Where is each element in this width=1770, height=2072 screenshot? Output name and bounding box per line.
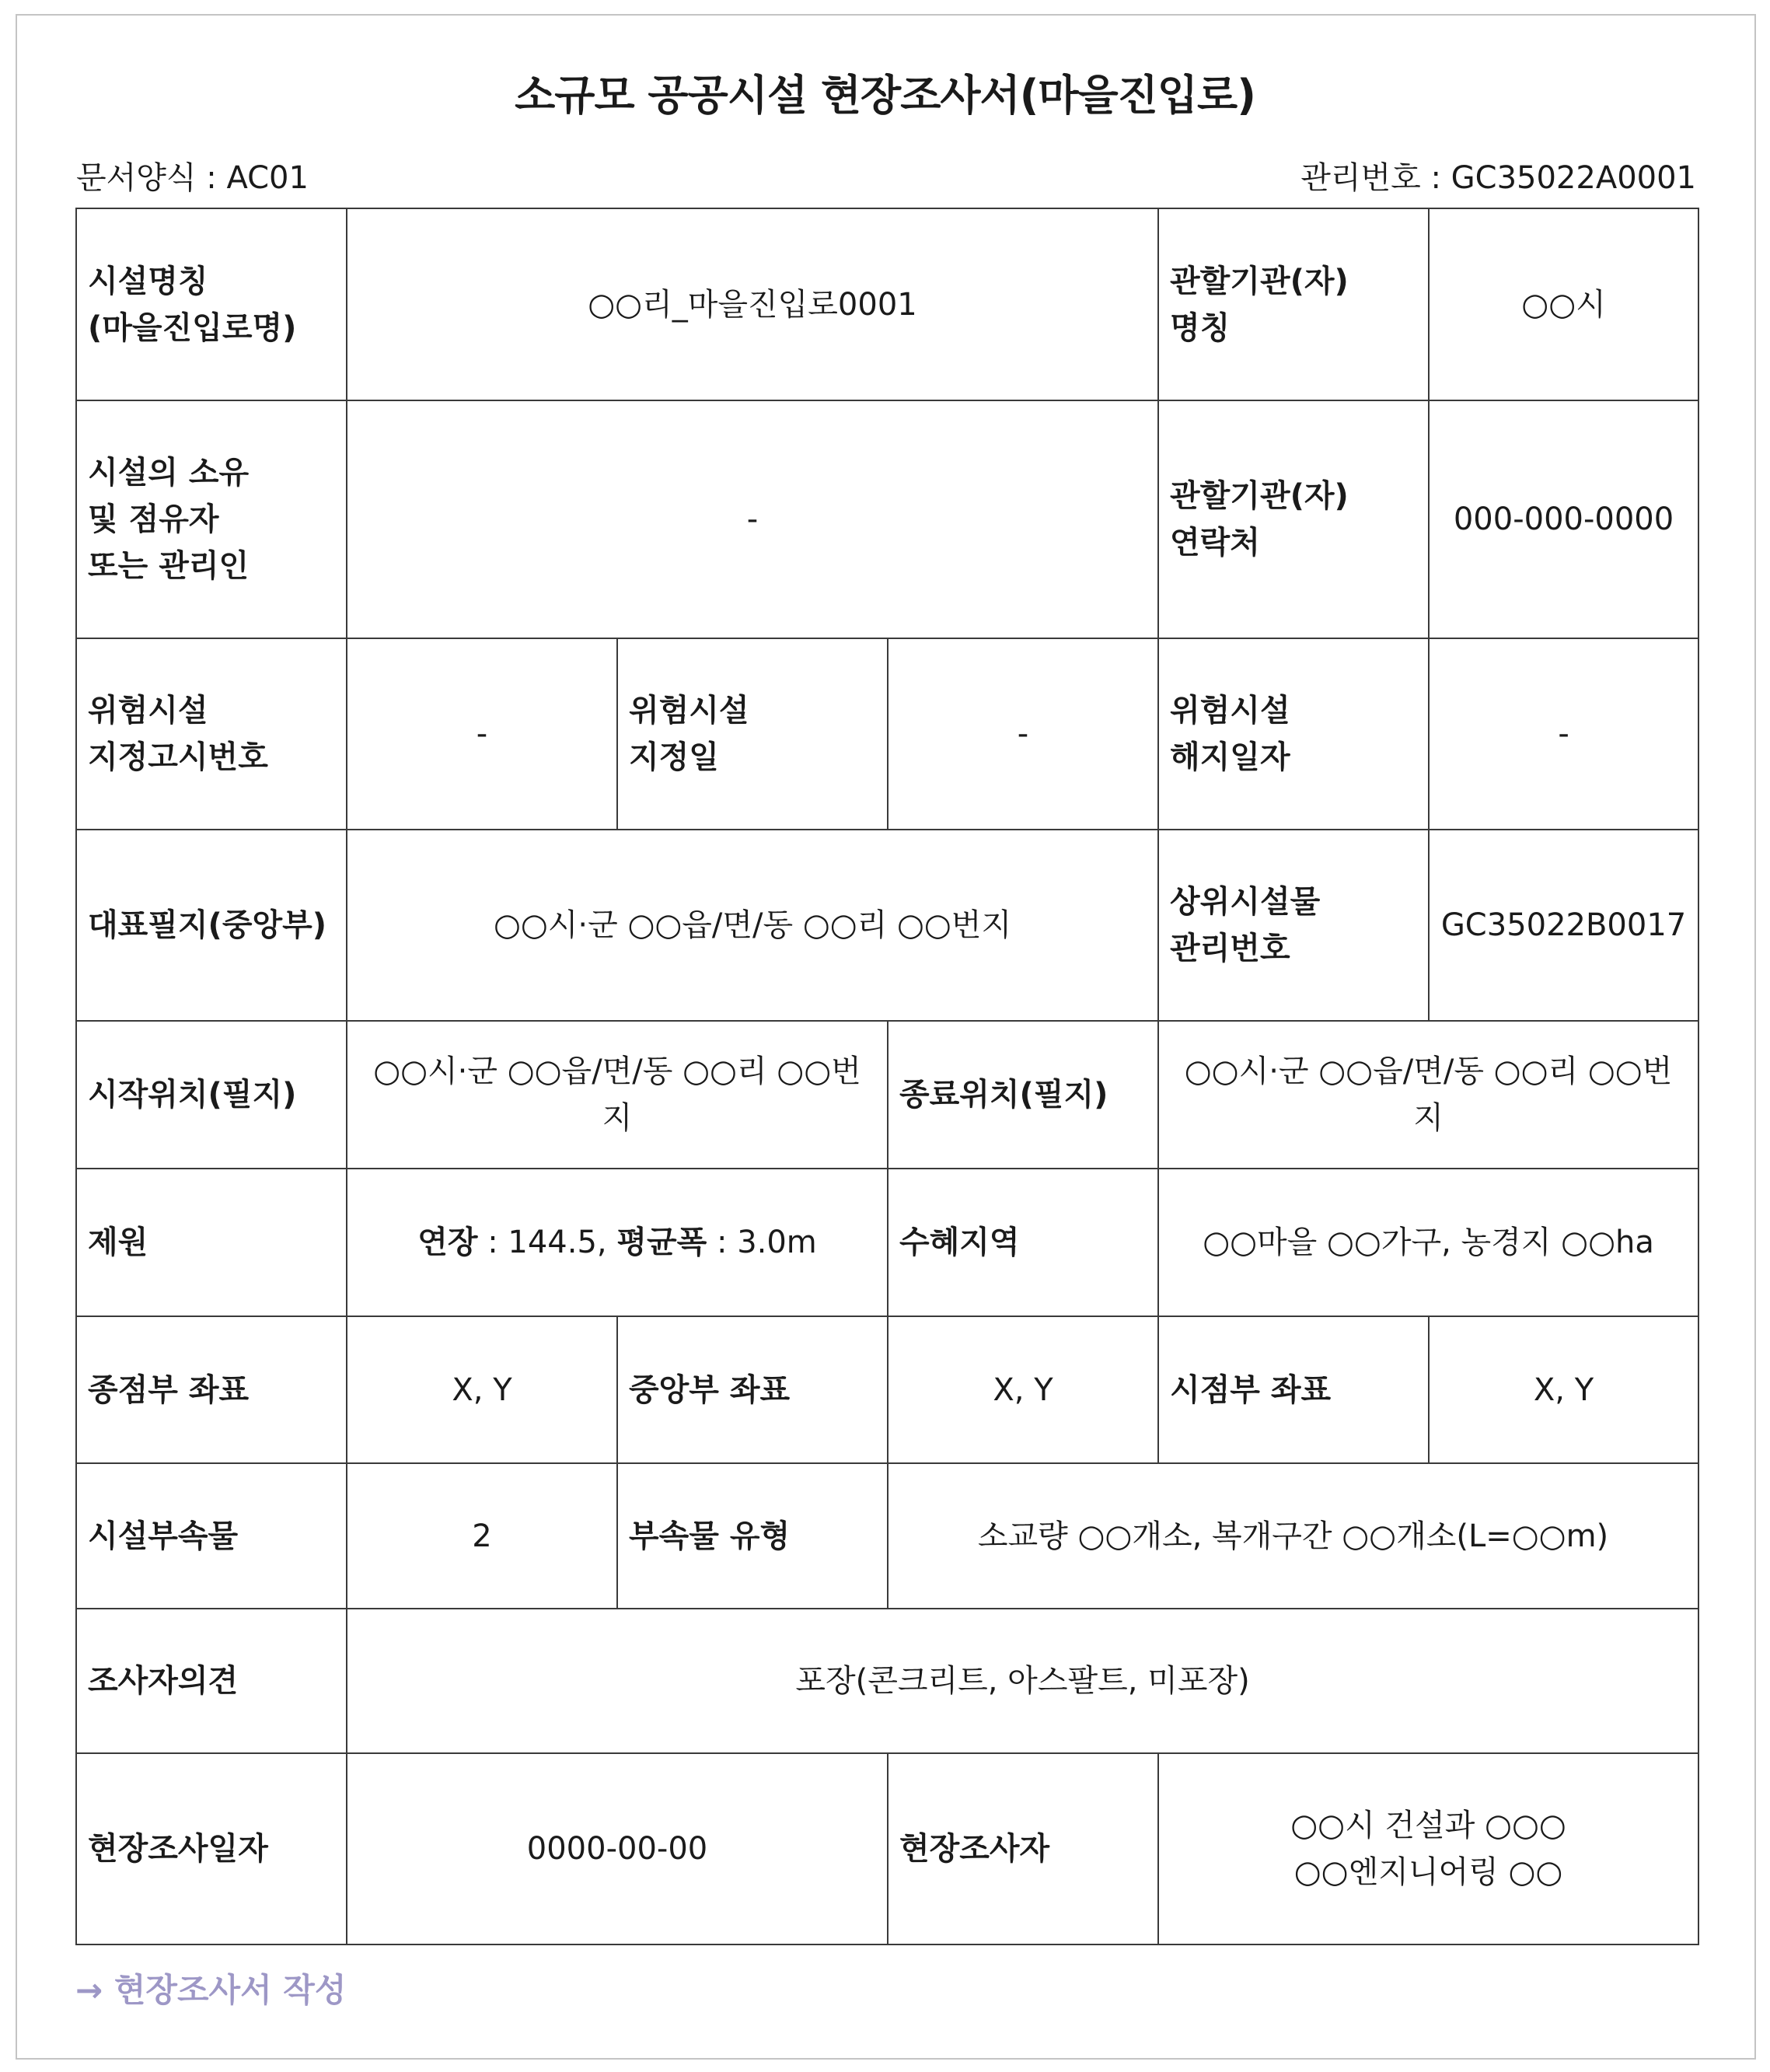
label-agency-name: 관할기관(자) 명칭 (1158, 208, 1429, 400)
label-hazard-notice-no: 위험시설 지정고시번호 (76, 638, 347, 830)
label-parent-facility-no: 상위시설물 관리번호 (1158, 830, 1429, 1021)
document-form-code: 문서양식 : AC01 (76, 160, 309, 196)
label-hazard-designation-date: 위험시설 지정일 (617, 638, 888, 830)
spec-width-key: 평균폭 (616, 1225, 707, 1260)
label-surveyor: 현장조사자 (888, 1753, 1158, 1944)
spec-length-key: 연장 (417, 1225, 478, 1260)
row-hazard (76, 638, 1698, 830)
label-specifications: 제원 (76, 1169, 347, 1316)
value-center-coordinates: X, Y (888, 1316, 1158, 1463)
label-accessories: 시설부속물 (76, 1463, 347, 1609)
value-survey-date: 0000-00-00 (347, 1753, 888, 1944)
value-surveyor: ○○시 건설과 ○○○ ○○엔지니어링 ○○ (1158, 1753, 1698, 1944)
label-owner: 시설의 소유 및 점유자 또는 관리인 (76, 400, 347, 638)
row-start-end-location (76, 1021, 1698, 1169)
value-agency-name: ○○시 (1429, 208, 1698, 400)
page-title: 소규모 공공시설 현장조사서(마을진입로) (515, 71, 1255, 120)
value-accessory-type: 소교량 ○○개소, 복개구간 ○○개소(L=○○m) (888, 1463, 1698, 1609)
value-start-coordinates: X, Y (1429, 1316, 1698, 1463)
value-benefit-area: ○○마을 ○○가구, 농경지 ○○ha (1158, 1169, 1698, 1316)
label-agency-contact: 관할기관(자) 연락처 (1158, 400, 1429, 638)
value-agency-contact: 000-000-0000 (1429, 400, 1698, 638)
value-hazard-release-date: - (1429, 638, 1698, 830)
spec-length-value: : 144.5, (477, 1225, 617, 1260)
value-end-coordinates: X, Y (347, 1316, 617, 1463)
value-facility-name: ○○리_마을진입로0001 (347, 208, 1158, 400)
value-specifications (347, 1169, 888, 1316)
management-number: 관리번호 : GC35022A0001 (1300, 160, 1696, 196)
label-end-coordinates: 종점부 좌표 (76, 1316, 347, 1463)
value-accessories: 2 (347, 1463, 617, 1609)
value-hazard-designation-date: - (888, 638, 1158, 830)
value-owner: - (347, 400, 1158, 638)
value-start-location: ○○시·군 ○○읍/면/동 ○○리 ○○번지 (347, 1021, 888, 1169)
row-owner (76, 400, 1698, 638)
write-survey-link[interactable]: → 현장조사서 작성 (75, 1971, 347, 2009)
row-accessories (76, 1463, 1698, 1609)
row-survey-info (76, 1753, 1698, 1944)
row-coordinates (76, 1316, 1698, 1463)
label-center-coordinates: 중앙부 좌표 (617, 1316, 888, 1463)
label-hazard-release-date: 위험시설 해지일자 (1158, 638, 1429, 830)
label-facility-name: 시설명칭 (마을진입로명) (76, 208, 347, 400)
label-surveyor-opinion: 조사자의견 (76, 1609, 347, 1753)
row-specifications (76, 1169, 1698, 1316)
label-end-location: 종료위치(필지) (888, 1021, 1158, 1169)
row-facility-name (76, 208, 1698, 400)
label-representative-parcel: 대표필지(중앙부) (76, 830, 347, 1021)
label-survey-date: 현장조사일자 (76, 1753, 347, 1944)
value-parent-facility-no: GC35022B0017 (1429, 830, 1698, 1021)
row-representative-parcel (76, 830, 1698, 1021)
label-benefit-area: 수혜지역 (888, 1169, 1158, 1316)
spec-width-value: : 3.0m (707, 1225, 817, 1260)
label-start-coordinates: 시점부 좌표 (1158, 1316, 1429, 1463)
label-start-location: 시작위치(필지) (76, 1021, 347, 1169)
value-end-location: ○○시·군 ○○읍/면/동 ○○리 ○○번지 (1158, 1021, 1698, 1169)
value-representative-parcel: ○○시·군 ○○읍/면/동 ○○리 ○○번지 (347, 830, 1158, 1021)
row-surveyor-opinion (76, 1609, 1698, 1753)
survey-form-table (75, 208, 1699, 1945)
value-surveyor-opinion: 포장(콘크리트, 아스팔트, 미포장) (347, 1609, 1698, 1753)
value-hazard-notice-no: - (347, 638, 617, 830)
label-accessory-type: 부속물 유형 (617, 1463, 888, 1609)
